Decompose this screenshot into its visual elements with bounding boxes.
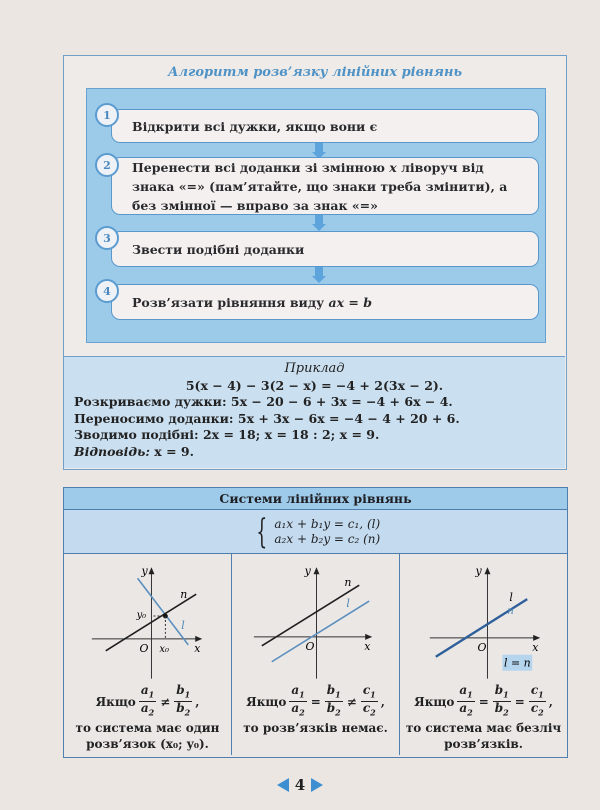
- example-answer: Відповідь: x = 9.: [74, 443, 194, 459]
- svg-text:n: n: [507, 606, 514, 618]
- previous-page-icon[interactable]: [277, 778, 289, 792]
- svg-text:l: l: [509, 591, 513, 605]
- example-section: [64, 356, 565, 468]
- svg-text:y: y: [304, 564, 311, 578]
- case-infinite-solutions: [400, 554, 567, 755]
- case-one-solution: [64, 554, 232, 755]
- case-two-caption: [232, 684, 399, 736]
- svg-text:y₀: y₀: [136, 610, 147, 622]
- systems-title: Системи лінійних рівнянь: [64, 488, 567, 510]
- svg-text:n: n: [180, 588, 188, 602]
- step-3-text: Звести подібні доданки: [132, 241, 305, 257]
- step-4: [111, 284, 539, 320]
- system-eq-1: a₁x + b₁y = c₁, (l): [274, 516, 381, 531]
- case-one-caption: [64, 684, 231, 752]
- condition-formula: Якщо $\frac{a_1}{a_2}$ = $\frac{b_1}{b_2}$ = $\frac{c_1}{c_2}$ ,: [414, 683, 553, 718]
- svg-text:x: x: [532, 640, 539, 654]
- step-number-4: 4: [95, 279, 119, 303]
- example-title: Приклад: [284, 361, 345, 376]
- example-step-1: Розкриваємо дужки: 5x − 20 − 6 + 3x = −4 + 6x − 4.: [74, 394, 453, 409]
- step-number-2: 2: [95, 153, 119, 177]
- page-number: 4: [294, 776, 306, 794]
- algorithm-box: [63, 55, 567, 470]
- system-eq-2: a₂x + b₂y = c₂ (n): [274, 531, 381, 546]
- svg-text:x: x: [194, 641, 201, 655]
- example-equation: 5(x − 4) − 3(2 − x) = −4 + 2(3x − 2).: [185, 377, 444, 393]
- condition-formula: Якщо $\frac{a_1}{a_2}$ ≠ $\frac{b_1}{b_2}$ ,: [95, 683, 200, 718]
- step-3: [111, 231, 539, 267]
- system-equations: [64, 510, 567, 554]
- arrow-down-icon: [315, 143, 323, 153]
- svg-text:y: y: [141, 564, 148, 578]
- case-one-text: то система має один розв’язок (x₀; y₀).: [75, 720, 220, 751]
- arrow-down-icon: [315, 215, 323, 225]
- case-no-solution: [232, 554, 400, 755]
- example-step-3: Зводимо подібні: 2x = 18; x = 18 : 2; x = 9.: [74, 427, 380, 442]
- step-1: [111, 109, 539, 143]
- case-two-text: то розв’язків немає.: [243, 720, 388, 735]
- algorithm-steps-panel: [86, 88, 546, 343]
- step-2: [111, 157, 539, 215]
- step-4-text: Розв’язати рівняння виду ax = b: [132, 294, 372, 310]
- graph-parallel-lines: [232, 554, 399, 684]
- page-footer: [0, 776, 600, 794]
- svg-text:l: l: [181, 618, 185, 632]
- example-step-2: Переносимо доданки: 5x + 3x − 6x = −4 − 4 + 20 + 6.: [74, 410, 460, 426]
- step-2-text: Перенести всі доданки зі змінною x ліворуч від знака «=» (пам’ятайте, що знаки треба змінити), а без змінної — вправо за знак «=»: [132, 159, 508, 213]
- next-page-icon[interactable]: [311, 778, 323, 792]
- svg-text:O: O: [477, 640, 487, 654]
- svg-text:O: O: [305, 639, 315, 653]
- arrow-down-icon: [315, 267, 323, 277]
- brace-icon: {: [256, 511, 267, 552]
- algorithm-title: Алгоритм розв’язку лінійних рівнянь: [167, 65, 463, 80]
- graph-coincident-lines: [400, 554, 567, 684]
- svg-text:l = n: l = n: [503, 656, 531, 670]
- svg-text:n: n: [344, 576, 352, 590]
- svg-text:y: y: [475, 564, 482, 578]
- svg-text:l: l: [346, 597, 350, 611]
- step-number-3: 3: [95, 226, 119, 250]
- svg-text:x₀: x₀: [159, 643, 170, 655]
- svg-text:O: O: [139, 641, 149, 655]
- svg-text:x: x: [364, 639, 371, 653]
- graph-intersecting-lines: [64, 554, 231, 684]
- case-three-caption: [400, 684, 567, 752]
- case-three-text: то система має безліч розв’язків.: [405, 720, 562, 751]
- condition-formula: Якщо $\frac{a_1}{a_2}$ = $\frac{b_1}{b_2}$ ≠ $\frac{c_1}{c_2}$ ,: [246, 683, 385, 718]
- systems-box: [63, 487, 568, 758]
- step-1-text: Відкрити всі дужки, якщо вони є: [132, 118, 378, 134]
- step-number-1: 1: [95, 103, 119, 127]
